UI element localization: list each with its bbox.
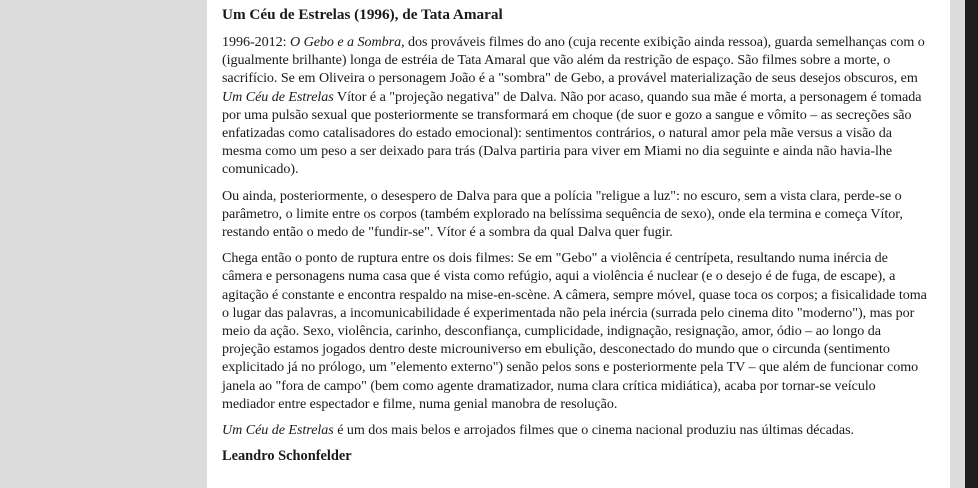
film-title-italic: Um Céu de Estrelas (222, 422, 334, 439)
film-title-italic: O Gebo e a Sombra (289, 34, 402, 50)
paragraph-text: , dos prováveis filmes do ano (cuja recente exibição ainda ressoa), guarda semelhanças com o (igualmente brilhante) longa de estréia de Tata Amaral que vão além da restrição de espaço. São filmes sobre a morte, o sacrifício. Se em Oliveira o personagem João é a "sombra" de Gebo, a provável materialização de seus desejos obscuros, em (222, 34, 925, 87)
article-paragraph (222, 421, 930, 439)
article-content (222, 0, 930, 466)
paragraph-text: Vítor é a "projeção negativa" de Dalva. Não por acaso, quando sua mãe é morta, a personagem é tomada por uma pulsão sexual que posteriormente se transformará em choque (de suor e gozo a sangue e vômito – as secreções são enfatizadas como catalisadores do estado emocional): sentimentos contrários, o natural amor pela mãe versus a visão da mesma como um peso a ser deixado para trás (Dalva partiria para viver em Miami no dia seguinte e ainda não havia-lhe comunicado). (222, 88, 922, 178)
article-paragraph (222, 33, 930, 179)
article-page (207, 0, 950, 488)
article-title: Um Céu de Estrelas (1996), de Tata Amaral (222, 6, 503, 23)
film-title-italic: Um Céu de Estrelas (222, 88, 334, 105)
paragraph-text: Chega então o ponto de ruptura entre os dois filmes: Se em "Gebo" a violência é centrípeta, resultando numa inércia de câmera e personagens numa casa que é vista como refúgio, aqui a violência é nuclear (e o desejo é de fuga, de escape), a agitação é constante e encontra respaldo na mise-en-scène. A câmera, sempre móvel, quase toca os corpos; a fisicalidade toma o lugar das palavras, a incomunicabilidade é experimentada não pela inércia (surrada pelo cinema dito "moderno"), mas por meio da ação. Sexo, violência, carinho, desconfiança, cumplicidade, indignação, resignação, amor, ódio – ao longo da projeção estamos jogados dentro deste microuniverso em ebulição, desconectado do mundo que o circunda (sentimento explicitado já no prólogo, um "elemento externo") senão pelos sons e posteriormente pela TV – que além de funcionar como janela ao "fora de campo" (bem como agente dramatizador, numa clara crítica midiática), acaba por tornar-se veículo mediador entre espectador e filme, numa genial manobra de resolução. (222, 250, 927, 412)
window-edge-scrollbar[interactable] (965, 0, 978, 488)
article-paragraph (222, 249, 930, 413)
article-author: Leandro Schonfelder (222, 448, 352, 465)
paragraph-text: 1996-2012: (222, 34, 290, 50)
paragraph-text: é um dos mais belos e arrojados filmes que o cinema nacional produziu nas últimas décadas. (333, 422, 855, 439)
article-paragraph (222, 187, 930, 242)
paragraph-text: Ou ainda, posteriormente, o desespero de Dalva para que a polícia "religue a luz": no escuro, sem a vista clara, perde-se o parâmetro, o limite entre os corpos (também explorado na belíssima sequência de sexo), onde ela termina e começa Vítor, restando então o medo de "fundir-se". Vítor é a sombra da qual Dalva quer fugir. (222, 187, 903, 241)
